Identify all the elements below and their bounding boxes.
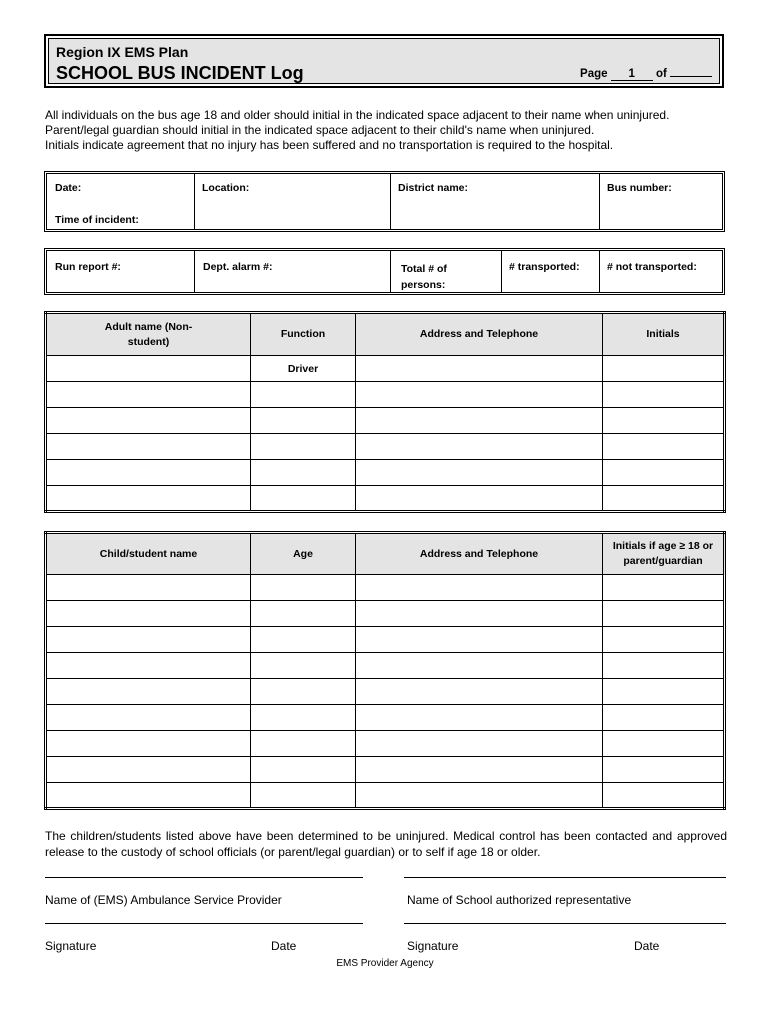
of-label: of [655,68,667,80]
age-cell[interactable] [251,783,356,809]
child-initials-cell[interactable] [603,575,725,601]
form-header [44,34,724,88]
child-initials-cell[interactable] [603,627,725,653]
form-title: SCHOOL BUS INCIDENT Log [56,63,304,83]
bus-number-label: Bus number: [607,182,672,194]
child-table-row [46,653,725,679]
function-cell[interactable] [251,382,356,408]
location-cell[interactable] [194,174,390,229]
child-table-row [46,627,725,653]
adult-table-row [46,382,725,408]
child-name-cell[interactable] [46,601,251,627]
age-cell[interactable] [251,705,356,731]
run-report-label: Run report #: [55,261,121,273]
location-label: Location: [202,182,250,194]
address-header: Address and Telephone [356,313,603,356]
initials-cell[interactable] [603,356,725,382]
function-header: Function [251,313,356,356]
address-cell[interactable] [356,486,603,512]
child-address-cell[interactable] [356,679,603,705]
not-transported-cell[interactable] [599,251,722,292]
child-table-row [46,757,725,783]
signature-left-label: Signature [45,939,97,953]
child-table-row [46,783,725,809]
age-cell[interactable] [251,575,356,601]
age-cell[interactable] [251,731,356,757]
age-header: Age [251,533,356,575]
alarm-label: Dept. alarm #: [203,261,273,273]
initials-cell[interactable] [603,486,725,512]
ems-signature-line[interactable] [45,923,363,924]
child-address-cell[interactable] [356,653,603,679]
initials-cell[interactable] [603,434,725,460]
address-cell[interactable] [356,408,603,434]
incident-info-box [44,171,725,232]
function-cell[interactable] [251,434,356,460]
adult-table-row [46,486,725,512]
function-cell[interactable] [251,460,356,486]
child-name-header: Child/student name [46,533,251,575]
child-name-cell[interactable] [46,783,251,809]
function-cell[interactable] [251,408,356,434]
child-initials-cell[interactable] [603,731,725,757]
instruction-line: All individuals on the bus age 18 and older should initial in the indicated space adjacent to their name when uninjured. [45,108,670,122]
time-label: Time of incident: [55,214,139,226]
function-cell[interactable]: Driver [251,356,356,382]
child-initials-cell[interactable] [603,705,725,731]
transported-cell[interactable] [501,251,599,292]
adult-name-cell[interactable] [46,460,251,486]
child-table-row [46,705,725,731]
child-address-cell[interactable] [356,783,603,809]
initials-cell[interactable] [603,460,725,486]
child-initials-cell[interactable] [603,679,725,705]
adult-table-row [46,434,725,460]
age-cell[interactable] [251,679,356,705]
child-address-header: Address and Telephone [356,533,603,575]
age-cell[interactable] [251,601,356,627]
adult-table-header [46,313,725,356]
page-label: Page [580,68,608,80]
instruction-line: Parent/legal guardian should initial in the indicated space adjacent to their child's name when uninjured. [45,123,595,137]
child-name-cell[interactable] [46,757,251,783]
adult-name-cell[interactable] [46,382,251,408]
child-address-cell[interactable] [356,705,603,731]
date-time-cell[interactable] [47,174,194,229]
child-table [44,531,726,810]
child-name-cell[interactable] [46,705,251,731]
date-left-label: Date [271,939,297,953]
child-table-row [46,731,725,757]
page-total-field[interactable] [670,76,712,77]
school-rep-label: Name of School authorized representative [407,893,632,907]
child-initials-cell[interactable] [603,783,725,809]
date-label: Date: [55,182,82,194]
child-name-cell[interactable] [46,653,251,679]
initials-cell[interactable] [603,382,725,408]
page-number-field[interactable]: 1 [611,68,653,81]
child-name-cell[interactable] [46,679,251,705]
age-cell[interactable] [251,653,356,679]
district-label: District name: [398,182,469,194]
address-cell[interactable] [356,434,603,460]
address-cell[interactable] [356,460,603,486]
child-table-row [46,601,725,627]
child-initials-cell[interactable] [603,757,725,783]
transported-label: # transported: [509,261,580,273]
run-report-cell[interactable] [47,251,194,292]
instruction-line: Initials indicate agreement that no injury has been suffered and no transportation is required to the hospital. [45,138,614,152]
child-initials-cell[interactable] [603,601,725,627]
child-table-row [46,679,725,705]
address-cell[interactable] [356,356,603,382]
district-cell[interactable] [390,174,599,229]
function-cell[interactable] [251,486,356,512]
initials-cell[interactable] [603,408,725,434]
child-address-cell[interactable] [356,757,603,783]
total-persons-label: Total # of persons: [401,263,447,291]
age-cell[interactable] [251,627,356,653]
child-name-cell[interactable] [46,731,251,757]
page-indicator [580,68,712,81]
ems-provider-label: Name of (EMS) Ambulance Service Provider [45,893,282,907]
run-report-box [44,248,725,295]
adult-table-row [46,460,725,486]
address-cell[interactable] [356,382,603,408]
adult-name-cell[interactable] [46,434,251,460]
child-address-cell[interactable] [356,601,603,627]
child-initials-cell[interactable] [603,653,725,679]
child-name-cell[interactable] [46,575,251,601]
school-rep-line[interactable] [404,877,726,878]
adult-name-header: Adult name (Non-student) [46,313,251,356]
child-initials-header: Initials if age ≥ 18 or parent/guardian [603,533,725,575]
child-address-cell[interactable] [356,731,603,757]
adult-table-row [46,408,725,434]
adult-table-row [46,356,725,382]
alarm-cell[interactable] [194,251,390,292]
school-signature-line[interactable] [404,923,726,924]
child-address-cell[interactable] [356,575,603,601]
ems-provider-line[interactable] [45,877,363,878]
bus-number-cell[interactable] [599,174,722,229]
initials-header: Initials [603,313,725,356]
age-cell[interactable] [251,757,356,783]
signature-right-label: Signature [407,939,459,953]
not-transported-label: # not transported: [607,261,697,273]
adult-name-cell[interactable] [46,356,251,382]
adult-name-cell[interactable] [46,408,251,434]
plan-subtitle: Region IX EMS Plan [56,44,189,60]
total-persons-cell[interactable] [390,251,501,292]
adult-name-cell[interactable] [46,486,251,512]
child-table-header [46,533,725,575]
footer-agency: EMS Provider Agency [336,958,434,969]
child-address-cell[interactable] [356,627,603,653]
adult-table [44,311,726,513]
date-right-label: Date [634,939,660,953]
child-table-row [46,575,725,601]
release-statement: The children/students listed above have been determined to be uninjured. Medical control has been contacted and approved release to the custody of school officials (or parent/legal guardian) or to self if age 18 or older. [45,829,727,859]
child-name-cell[interactable] [46,627,251,653]
instructions [45,108,735,153]
